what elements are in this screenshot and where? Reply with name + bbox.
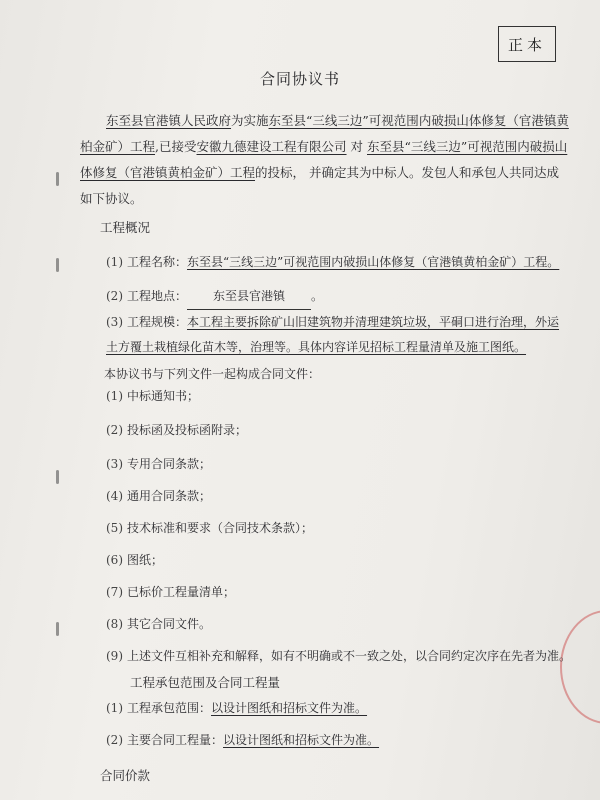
item-number: (1) xyxy=(106,255,123,269)
list-item xyxy=(106,310,566,360)
list-item xyxy=(106,516,576,541)
item-text: 投标函及投标函附录； xyxy=(127,423,248,437)
list-item xyxy=(106,612,576,637)
item-number: (5) xyxy=(106,521,123,535)
item-text: 中标通知书； xyxy=(127,389,200,403)
list-item xyxy=(106,284,576,310)
project-name: 东至县“三线三边”可视范围内破损山体修复（官港镇黄柏金矿）工程 xyxy=(80,113,569,154)
item-number: (1) xyxy=(106,389,123,403)
intro-text: 的投标， 并确定其为中标人。发包人和承包人共同达成如下协议。 xyxy=(80,165,559,206)
item-text: 通用合同条款； xyxy=(127,489,212,503)
section-heading: 工程承包范围及合同工程量 xyxy=(130,675,281,690)
item-text: 图纸； xyxy=(127,553,164,567)
section-heading: 合同价款 xyxy=(100,768,151,783)
item-number: (3) xyxy=(106,457,123,471)
item-value: 以设计图纸和招标文件为准。 xyxy=(223,733,380,747)
item-label: 工程名称： xyxy=(127,255,188,269)
item-tail: 。 xyxy=(311,289,324,303)
binding-hole xyxy=(56,258,59,272)
list-item xyxy=(106,250,576,275)
item-text: 已标价工程量清单； xyxy=(127,585,236,599)
item-number: (7) xyxy=(106,585,123,599)
item-label: 工程规模： xyxy=(127,315,188,329)
docs-heading: 本协议书与下列文件一起构成合同文件： xyxy=(104,367,321,381)
item-text: 其它合同文件。 xyxy=(127,617,212,631)
list-item xyxy=(106,418,576,443)
item-value: 以设计图纸和招标文件为准。 xyxy=(211,701,368,715)
intro-paragraph xyxy=(80,108,570,212)
item-text: 技术标准和要求（合同技术条款）； xyxy=(127,521,314,535)
list-item xyxy=(106,696,576,721)
item-number: (1) xyxy=(106,701,123,715)
item-label: 工程地点： xyxy=(127,289,188,303)
list-item xyxy=(106,548,576,573)
item-text: 专用合同条款； xyxy=(127,457,212,471)
item-number: (6) xyxy=(106,553,123,567)
intro-text: ,已接受 xyxy=(155,139,197,154)
item-number: (9) xyxy=(106,649,123,663)
item-label: 主要合同工程量： xyxy=(127,733,224,747)
item-value: 本工程主要拆除矿山旧建筑物并清理建筑垃圾，平硐口进行治理，外运土方覆土栽植绿化苗木等，治理等。具体内容详见招标工程量清单及施工图纸。 xyxy=(106,315,560,354)
list-item xyxy=(106,384,576,409)
item-number: (8) xyxy=(106,617,123,631)
owner-name: 东至县官港镇人民政府 xyxy=(106,113,232,128)
original-copy-stamp: 正本 xyxy=(498,26,556,62)
item-number: (2) xyxy=(106,733,123,747)
item-text: 上述文件互相补充和解释，如有不明确或不一致之处，以合同约定次序在先者为准。 xyxy=(127,649,572,663)
item-value: 东至县“三线三边”可视范围内破损山体修复（官港镇黄柏金矿）工程。 xyxy=(187,255,560,269)
list-item xyxy=(106,644,576,669)
item-number: (2) xyxy=(106,423,123,437)
binding-hole xyxy=(56,622,59,636)
list-item xyxy=(106,452,576,477)
item-number: (2) xyxy=(106,289,123,303)
contractor-name: 安徽九德建设工程有限公司 xyxy=(196,139,347,154)
binding-hole xyxy=(56,470,59,484)
project-name: 东至县“三线三边”可视范围内破损山体修复（官港镇黄柏金矿）工程 xyxy=(80,139,568,180)
section-heading: 工程概况 xyxy=(100,220,151,235)
list-item xyxy=(106,580,576,605)
item-value: 东至县官港镇 xyxy=(187,284,311,310)
list-item xyxy=(106,484,576,509)
item-number: (3) xyxy=(106,315,123,329)
intro-text: 为实施 xyxy=(231,113,269,128)
list-item xyxy=(106,728,576,753)
intro-text: 对 xyxy=(350,139,364,154)
binding-hole xyxy=(56,172,59,186)
item-label: 工程承包范围： xyxy=(127,701,212,715)
item-number: (4) xyxy=(106,489,123,503)
document-title: 合同协议书 xyxy=(259,70,340,88)
